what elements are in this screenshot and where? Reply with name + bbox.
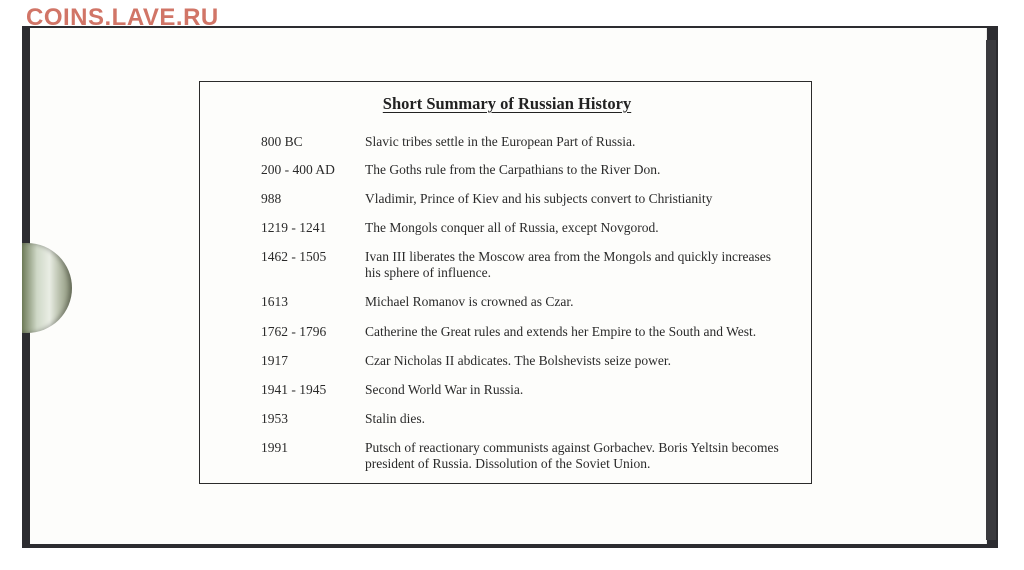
timeline-event: Ivan III liberates the Moscow area from the Mongols and quickly increases his sphere of influence. [365, 249, 771, 280]
timeline-event: Vladimir, Prince of Kiev and his subjects convert to Christianity [365, 191, 713, 206]
timeline-year: 1762 - 1796 [261, 324, 327, 339]
timeline-event: The Goths rule from the Carpathians to the River Don. [365, 162, 661, 177]
timeline-year: 1219 - 1241 [261, 220, 327, 235]
timeline-year: 1953 [261, 411, 288, 426]
timeline-year: 1917 [261, 353, 288, 368]
timeline-event: Second World War in Russia. [365, 382, 524, 397]
watermark: COINS.LAVE.RU [26, 4, 219, 31]
timeline-year: 800 BC [261, 134, 303, 149]
timeline-year: 1991 [261, 440, 288, 455]
timeline-event: Slavic tribes settle in the European Part of Russia. [365, 134, 636, 149]
folder-edge [986, 40, 996, 540]
timeline-year: 1462 - 1505 [261, 249, 327, 264]
timeline-year: 200 - 400 AD [261, 162, 335, 177]
timeline-event: Michael Romanov is crowned as Czar. [365, 294, 574, 309]
timeline-event: Putsch of reactionary communists against Gorbachev. Boris Yeltsin becomes president of Russia. Dissolution of the Soviet Union. [365, 440, 779, 471]
timeline-year: 988 [261, 191, 282, 206]
timeline-year: 1941 - 1945 [261, 382, 327, 397]
panel-title: Short Summary of Russian History [382, 94, 632, 113]
timeline-event: Catherine the Great rules and extends her Empire to the South and West. [365, 324, 757, 339]
timeline-event: The Mongols conquer all of Russia, except Novgorod. [365, 220, 659, 235]
timeline-event: Czar Nicholas II abdicates. The Bolshevists seize power. [365, 353, 672, 368]
timeline-event: Stalin dies. [365, 411, 425, 426]
history-panel [199, 81, 812, 484]
timeline-year: 1613 [261, 294, 288, 309]
